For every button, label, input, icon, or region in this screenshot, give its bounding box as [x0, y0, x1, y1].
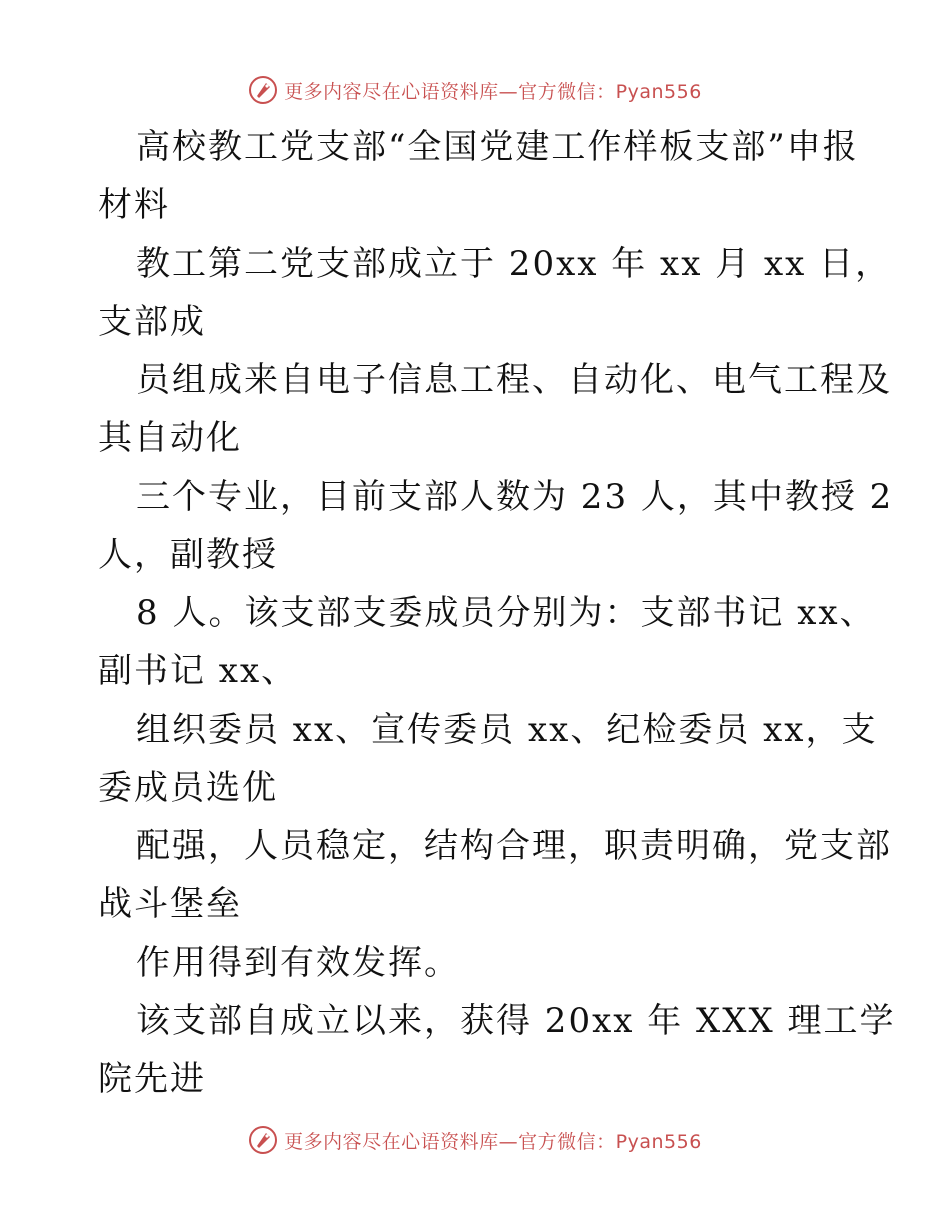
paragraph-line: 配强，人员稳定，结构合理，职责明确，党支部	[136, 826, 892, 866]
paragraph-line: 材料	[98, 185, 170, 225]
footer-banner	[0, 1120, 950, 1160]
paragraph-line: 支部成	[98, 302, 206, 342]
paragraph-line: 院先进	[98, 1059, 206, 1099]
paragraph-line: 员组成来自电子信息工程、自动化、电气工程及	[136, 360, 892, 400]
pen-nib-logo-icon	[248, 1125, 278, 1155]
paragraph-line: 其自动化	[98, 418, 242, 458]
paragraph-line: 委成员选优	[98, 768, 278, 808]
paragraph-line: 战斗堡垒	[98, 884, 242, 924]
paragraph-line: 三个专业，目前支部人数为 23 人，其中教授 2	[136, 477, 894, 517]
pen-nib-logo-icon	[248, 75, 278, 105]
paragraph-line: 组织委员 xx、宣传委员 xx、纪检委员 xx，支	[136, 710, 878, 750]
header-banner	[0, 70, 950, 110]
banner-text: 更多内容尽在心语资料库—官方微信：Pyan556	[284, 1130, 702, 1153]
paragraph-line: 副书记 xx、	[98, 651, 298, 691]
paragraph-line: 作用得到有效发挥。	[136, 943, 460, 983]
paragraph-line: 高校教工党支部“全国党建工作样板支部”申报	[136, 127, 859, 167]
paragraph-line: 人，副教授	[98, 535, 278, 575]
paragraph-line: 教工第二党支部成立于 20xx 年 xx 月 xx 日，	[136, 244, 892, 284]
paragraph-line: 8 人。该支部支委成员分别为：支部书记 xx、	[136, 593, 876, 633]
banner-text: 更多内容尽在心语资料库—官方微信：Pyan556	[284, 80, 702, 103]
paragraph-line: 该支部自成立以来，获得 20xx 年 XXX 理工学	[136, 1001, 896, 1041]
